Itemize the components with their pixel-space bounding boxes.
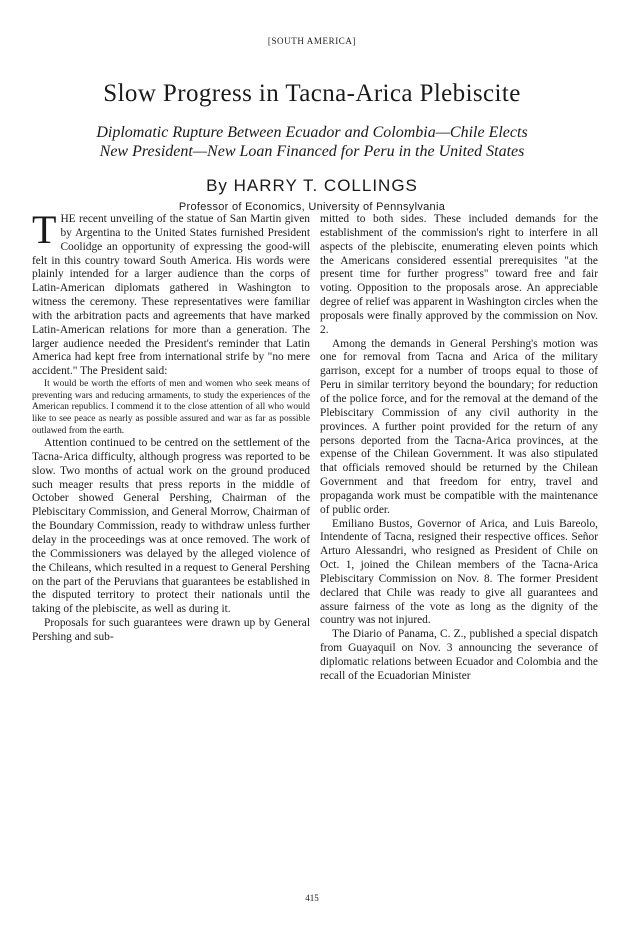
- author-affiliation: Professor of Economics, University of Pennsylvania: [178, 201, 446, 213]
- right-paragraph-4: The Diario of Panama, C. Z., published a special dispatch from Guayaquil on Nov. 3 announcing the severance of diplomatic relations between Ecuador and Colombia and the recall of the Ecuadorian Minister: [320, 628, 598, 682]
- byline: By HARRY T. COLLINGS: [206, 176, 418, 195]
- page-number: 415: [305, 893, 319, 903]
- section-tag: [SOUTH AMERICA]: [267, 36, 357, 46]
- right-paragraph-2: Among the demands in General Pershing's motion was one for removal from Tacna and Arica of the military garrison, except for a number of troops equal to those of Peru in similar territory beyond the boundary; for reduction of the police force, and for the removal at the demand of the Plebiscitary Commission of any civil authority in the provinces. A further point provided for the return of any persons deported from the Tacna-Arica provinces, at the expense of the Chilean Government. It was also stipulated that officials removed should be returned by the Chilean Government and that freedom for entry, travel and propaganda work must be compatible with the maintenance of public order.: [320, 337, 598, 516]
- left-paragraph-1: [32, 207, 310, 379]
- subtitle-line-2: New President—New Loan Financed for Peru in the United States: [99, 143, 525, 160]
- article-subtitle: [0, 123, 624, 161]
- article-title: Slow Progress in Tacna-Arica Plebiscite: [103, 80, 521, 107]
- left-column: [32, 207, 310, 645]
- right-paragraph-1: mitted to both sides. These included demands for the establishment of the commission's right to interfere in all aspects of the plebiscite, enumerating eleven points which the Americans considered essential prerequisites "at the present time for further progress" toward free and fair voting. Opposition to the proposals arose. An appreciable degree of relief was apparent in Washington circles when the proposals were finally approved by the commission on Nov. 2.: [320, 213, 598, 336]
- drop-cap: T: [32, 207, 57, 252]
- left-paragraph-3: Proposals for such guarantees were drawn up by General Pershing and sub-: [32, 617, 310, 643]
- subtitle-line-1: Diplomatic Rupture Between Ecuador and Colombia—Chile Elects: [96, 124, 528, 141]
- right-paragraph-3: Emiliano Bustos, Governor of Arica, and Luis Bareolo, Intendente of Tacna, resigned their respective offices. Señor Arturo Alessandri, who resigned as President of Chile on Oct. 1, joined the Chilean members of the Tacna-Arica Plebiscitary Commission on Nov. 8. The former President declared that Chile was ready to give all guarantees and assure fairness of the vote as long as the dignity of the country was not injured.: [320, 517, 598, 627]
- block-quote: It would be worth the efforts of men and women who seek means of preventing wars and reducing armaments, to study the experiences of the American republics. I commend it to the close attention of all who would like to see peace as nearly as possible assured and war as far as possible outlawed from the earth.: [32, 379, 310, 436]
- left-paragraph-1-text: HE recent unveiling of the statue of San Martin given by Argentina to the United States furnished President Coolidge an opportunity of expressing the good-will felt in this country toward South America. His words were plainly intended for a larger audience than the corps of Latin-American diplomats gathered in Washington to witness the ceremony. These representatives were familiar with the arbitration pacts and agreements that have marked Latin-American relations for more than a generation. The larger audience needed the President's reminder that Latin America had kept free from international strife by "no mere accident." The President said:: [32, 213, 310, 378]
- left-paragraph-2: Attention continued to be centred on the settlement of the Tacna-Arica difficulty, although progress was reported to be slow. Two months of actual work on the ground produced such meager results that press reports in the middle of October showed General Pershing, Chairman of the Plebiscitary Commission, and General Morrow, Chairman of the Boundary Commission, ready to withdraw unless further delay in the proceedings was at once removed. The work of the Commissioners was delayed by the alleged violence of the Chileans, which resulted in a request to General Pershing on the part of the Peruvians that guarantees be established in the disputed territory to protect their nationals until the taking of the plebiscite, as well as during it.: [32, 437, 310, 616]
- right-column: [320, 213, 598, 684]
